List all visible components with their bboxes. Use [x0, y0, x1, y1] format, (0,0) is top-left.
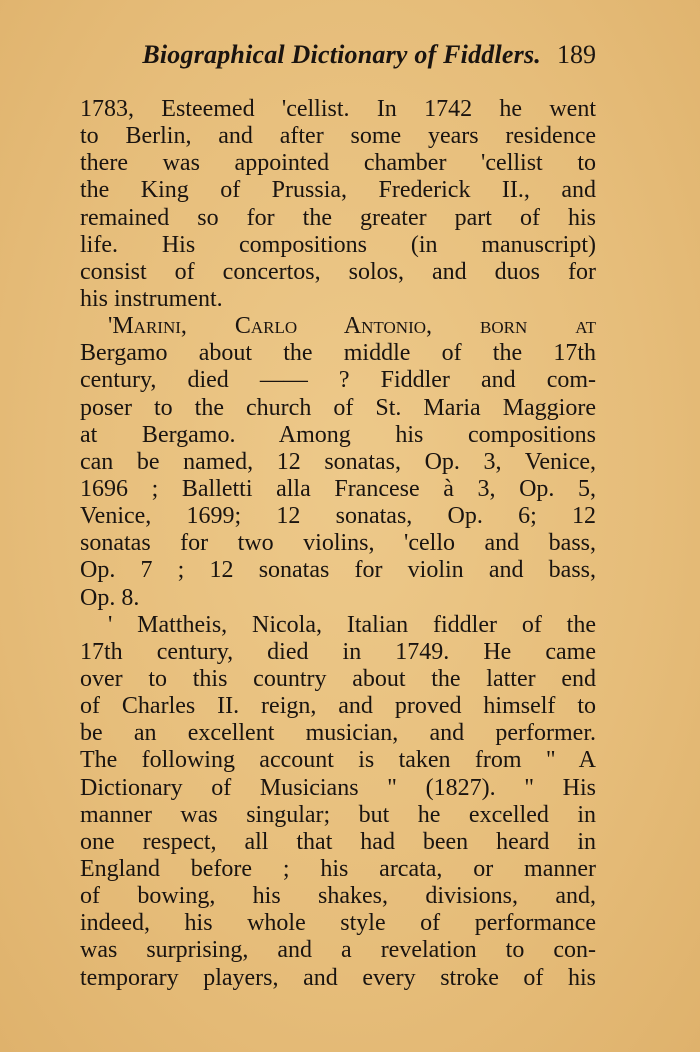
- text-line: at Bergamo. Among his compositions: [80, 421, 596, 448]
- text-line: England before ; his arcata, or manner: [80, 855, 596, 882]
- text-line: life. His compositions (in manuscript): [80, 231, 596, 258]
- running-title: Biographical Dictionary of Fiddlers.: [142, 40, 541, 69]
- text-line: of Charles II. reign, and proved himself to: [80, 693, 596, 720]
- entry-heading-marini: 'Marini, Carlo Antonio, born at: [108, 313, 596, 340]
- text-line: Bergamo about the middle of the 17th: [80, 340, 596, 367]
- text-line: century, died —— ? Fiddler and com-: [80, 367, 596, 394]
- text-line: can be named, 12 sonatas, Op. 3, Venice,: [80, 448, 596, 475]
- text-line: of bowing, his shakes, divisions, and,: [80, 883, 596, 910]
- text-line: indeed, his whole style of performance: [80, 910, 596, 937]
- text-line: Venice, 1699; 12 sonatas, Op. 6; 12: [80, 503, 596, 530]
- entry-heading-mattheis: ' Mattheis, Nicola, Italian fiddler of the: [108, 611, 596, 638]
- text-line: sonatas for two violins, 'cello and bass,: [80, 530, 596, 557]
- text-line: there was appointed chamber 'cellist to: [80, 150, 596, 177]
- text-line: Op. 7 ; 12 sonatas for violin and bass,: [80, 557, 596, 584]
- text-line: remained so for the greater part of his: [80, 204, 596, 231]
- running-head: [80, 40, 596, 76]
- text-line: be an excellent musician, and performer.: [80, 720, 596, 747]
- text-line: consist of concertos, solos, and duos for: [80, 258, 596, 285]
- text-line: over to this country about the latter end: [80, 665, 596, 692]
- text-line: 17th century, died in 1749. He came: [80, 638, 596, 665]
- body-text: [80, 96, 596, 992]
- text-line: manner was singular; but he excelled in: [80, 801, 596, 828]
- text-line: one respect, all that had been heard in: [80, 828, 596, 855]
- text-line: Dictionary of Musicians " (1827). " His: [80, 774, 596, 801]
- text-line: his instrument.: [80, 285, 223, 312]
- text-line: to Berlin, and after some years residence: [80, 123, 596, 150]
- text-line: 1696 ; Balletti alla Francese à 3, Op. 5,: [80, 475, 596, 502]
- text-line: The following account is taken from " A: [80, 747, 596, 774]
- text-line: the King of Prussia, Frederick II., and: [80, 177, 596, 204]
- text-line: poser to the church of St. Maria Maggiore: [80, 394, 596, 421]
- text-line: was surprising, and a revelation to con-: [80, 937, 596, 964]
- text-line: Op. 8.: [80, 584, 140, 611]
- page-number: 189: [557, 40, 596, 69]
- text-line: temporary players, and every stroke of his: [80, 964, 596, 991]
- text-line: 1783, Esteemed 'cellist. In 1742 he went: [80, 96, 596, 122]
